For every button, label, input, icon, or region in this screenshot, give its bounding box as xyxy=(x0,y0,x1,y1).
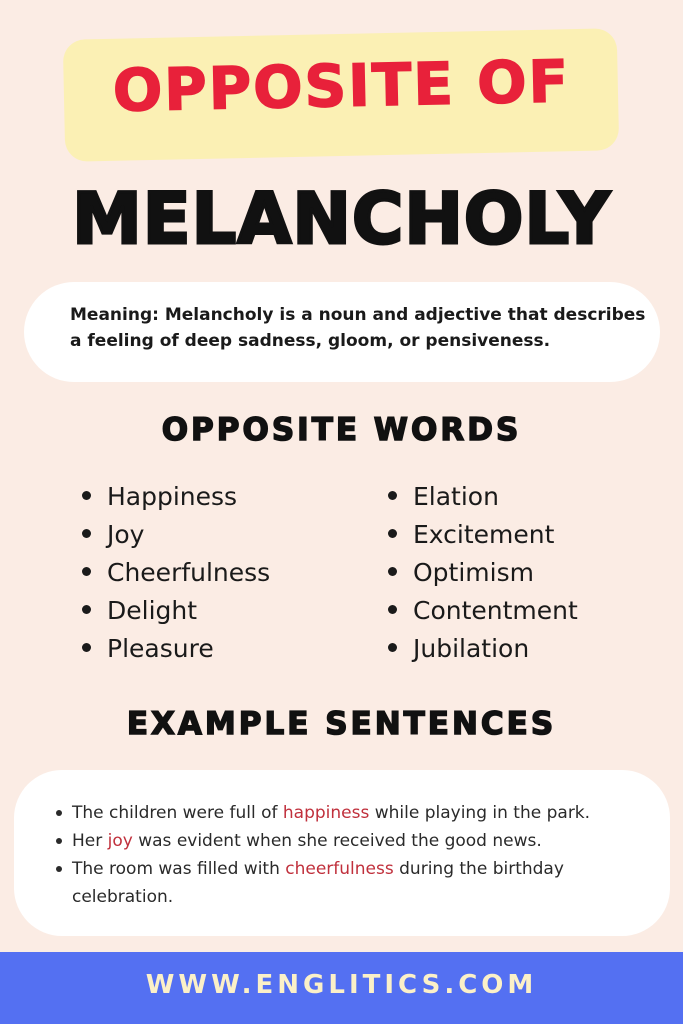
highlighted-word: happiness xyxy=(282,803,370,823)
bullet-icon xyxy=(82,491,91,500)
word-label: Joy xyxy=(107,520,145,549)
title-melancholy: MELANCHOLY xyxy=(72,178,611,260)
word-label: Happiness xyxy=(107,482,238,511)
list-item: The children were full of happiness while playing in the park. xyxy=(52,799,662,827)
word-label: Delight xyxy=(107,596,198,625)
list-item xyxy=(388,554,578,592)
opposite-words-right-list xyxy=(388,478,578,668)
word-label: Contentment xyxy=(413,596,578,625)
list-item xyxy=(388,478,578,516)
meaning-text: Meaning: Melancholy is a noun and adjective that describes a feeling of deep sadness, gloom, or pensiveness. xyxy=(70,305,646,351)
bullet-icon xyxy=(82,567,91,576)
bullet-icon xyxy=(388,605,397,614)
highlighted-word: cheerfulness xyxy=(285,859,394,879)
bullet-icon xyxy=(56,838,62,844)
list-item xyxy=(82,516,270,554)
opposite-words-left-list xyxy=(82,478,270,668)
list-item xyxy=(82,630,270,668)
bullet-icon xyxy=(56,866,62,872)
bullet-icon xyxy=(82,643,91,652)
footer-url[interactable]: WWW.ENGLITICS.COM xyxy=(145,970,538,1000)
word-label: Elation xyxy=(413,482,499,511)
bullet-icon xyxy=(82,529,91,538)
example-sentences-heading: EXAMPLE SENTENCES xyxy=(126,706,557,742)
bullet-icon xyxy=(388,491,397,500)
bullet-icon xyxy=(82,605,91,614)
list-item xyxy=(388,592,578,630)
example-sentences-list xyxy=(52,799,662,911)
highlighted-word: joy xyxy=(107,831,133,851)
word-label: Cheerfulness xyxy=(107,558,271,587)
word-label: Jubilation xyxy=(413,634,530,663)
bullet-icon xyxy=(56,810,62,816)
list-item xyxy=(82,478,270,516)
bullet-icon xyxy=(388,643,397,652)
bullet-icon xyxy=(388,567,397,576)
list-item xyxy=(388,516,578,554)
word-label: Pleasure xyxy=(107,634,214,663)
title-opposite-of: OPPOSITE OF xyxy=(112,47,571,125)
list-item: Her joy was evident when she received the good news. xyxy=(52,827,662,855)
list-item xyxy=(82,554,270,592)
word-label: Optimism xyxy=(413,558,534,587)
list-item xyxy=(388,630,578,668)
opposite-words-heading: OPPOSITE WORDS xyxy=(161,412,522,448)
bullet-icon xyxy=(388,529,397,538)
list-item xyxy=(82,592,270,630)
word-label: Excitement xyxy=(413,520,555,549)
list-item: The room was filled with cheerfulness during the birthday celebration. xyxy=(52,855,662,911)
